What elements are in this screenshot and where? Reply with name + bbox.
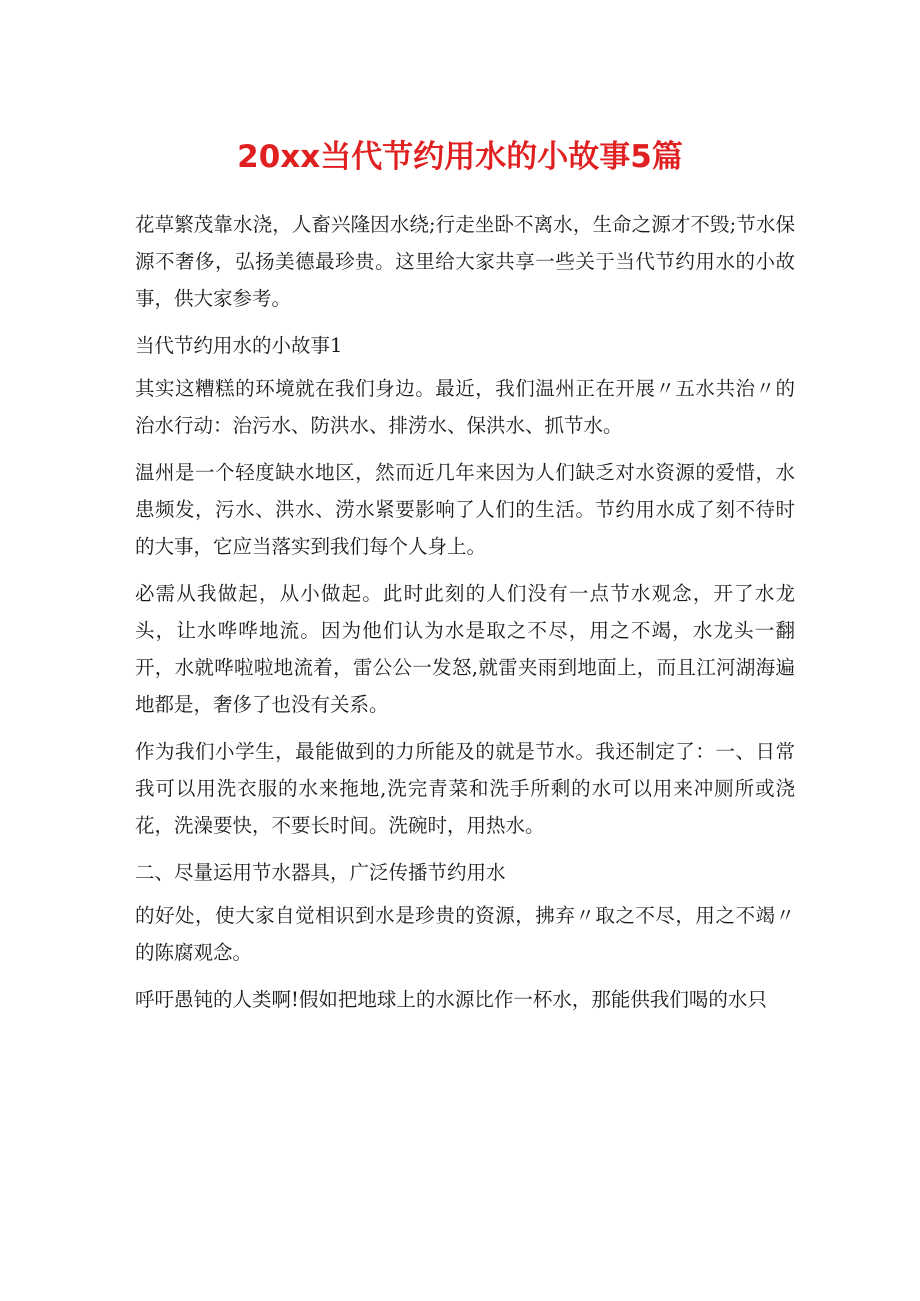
story-heading: 当代节约用水的小故事1 xyxy=(135,334,343,357)
paragraph: 作为我们小学生，最能做到的力所能及的就是节水。我还制定了：一、日常我可以用洗衣服的水来拖地,洗完青菜和洗手所剩的水可以用来冲厕所或浇花，洗澡要快，不要长时间。洗碗时，用热水。 xyxy=(135,740,795,837)
paragraph: 的好处，使大家自觉相识到水是珍贵的资源，拂弃〃取之不尽，用之不竭〃的陈腐观念。 xyxy=(135,904,795,964)
document-body xyxy=(135,206,795,1028)
document-title: 20xx当代节约用水的小故事5篇 xyxy=(237,139,683,175)
intro-paragraph: 花草繁茂靠水浇，人畜兴隆因水绕;行走坐卧不离水，生命之源才不毁;节水保源不奢侈，弘扬美德最珍贵。这里给大家共享一些关于当代节约用水的小故事，供大家参考。 xyxy=(135,213,795,310)
paragraph: 必需从我做起，从小做起。此时此刻的人们没有一点节水观念，开了水龙头，让水哗哗地流。因为他们认为水是取之不尽，用之不竭，水龙头一翻开，水就哗啦啦地流着，雷公公一发怒,就雷夹雨到地面上，而且江河湖海遍地都是，奢侈了也没有关系。 xyxy=(135,582,795,716)
paragraph: 呼吁愚钝的人类啊!假如把地球上的水源比作一杯水，那能供我们喝的水只 xyxy=(135,988,767,1011)
paragraph: 温州是一个轻度缺水地区，然而近几年来因为人们缺乏对水资源的爱惜，水患频发，污水、洪水、涝水紧要影响了人们的生活。节约用水成了刻不待时的大事，它应当落实到我们每个人身上。 xyxy=(135,461,795,558)
paragraph: 二、尽量运用节水器具，广泛传播节约用水 xyxy=(135,861,506,884)
paragraph: 其实这糟糕的环境就在我们身边。最近，我们温州正在开展〃五水共治〃的治水行动：治污水、防洪水、排涝水、保洪水、抓节水。 xyxy=(135,377,795,437)
